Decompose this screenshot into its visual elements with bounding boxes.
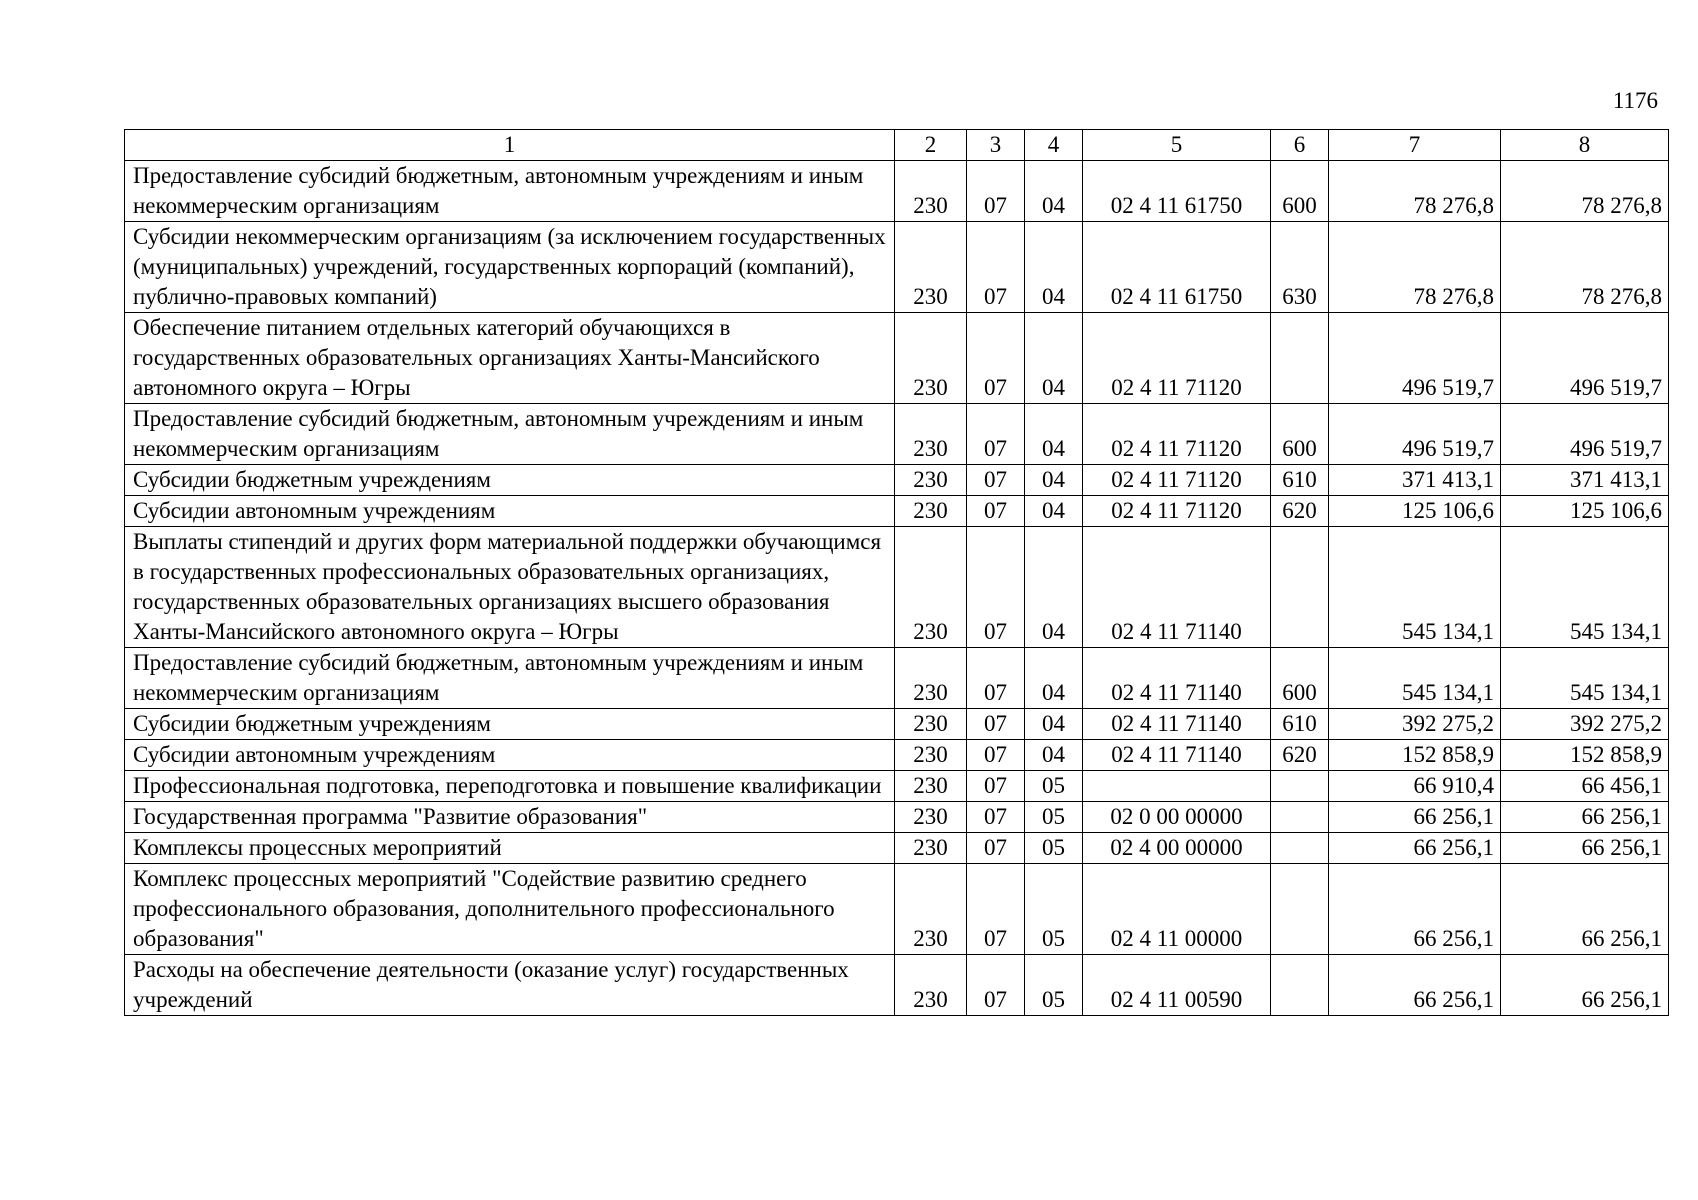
target-article-cell: 02 4 11 71140 [1083, 709, 1271, 740]
ministry-code-cell: 230 [895, 833, 967, 864]
subsection-cell: 05 [1025, 802, 1083, 833]
section-cell: 07 [967, 161, 1025, 222]
table-row [125, 161, 1669, 222]
target-article-cell: 02 4 11 61750 [1083, 222, 1271, 313]
target-article-cell: 02 4 11 71140 [1083, 648, 1271, 709]
column-header: 2 [895, 130, 967, 161]
section-cell: 07 [967, 527, 1025, 648]
ministry-code-cell: 230 [895, 648, 967, 709]
target-article-cell: 02 4 11 71140 [1083, 527, 1271, 648]
section-cell: 07 [967, 771, 1025, 802]
subsection-cell: 04 [1025, 465, 1083, 496]
column-header: 7 [1329, 130, 1501, 161]
table-row [125, 404, 1669, 465]
expense-type-cell: 600 [1271, 648, 1329, 709]
amount-year-2-cell: 496 519,7 [1501, 313, 1669, 404]
expense-type-cell: 630 [1271, 222, 1329, 313]
column-header: 6 [1271, 130, 1329, 161]
subsection-cell: 05 [1025, 955, 1083, 1016]
target-article-cell: 02 0 00 00000 [1083, 802, 1271, 833]
row-name-cell: Выплаты стипендий и других форм материальной поддержки обучающимся в государственных профессиональных образовательных организациях, государственных образовательных организациях высшего образования Ханты-Мансийского автономного округа – Югры [125, 527, 895, 648]
table-row [125, 709, 1669, 740]
expense-type-cell: 610 [1271, 709, 1329, 740]
table-row [125, 771, 1669, 802]
amount-year-2-cell: 78 276,8 [1501, 222, 1669, 313]
target-article-cell: 02 4 11 61750 [1083, 161, 1271, 222]
target-article-cell [1083, 771, 1271, 802]
row-name-cell: Комплекс процессных мероприятий "Содействие развитию среднего профессионального образования, дополнительного профессионального образования" [125, 864, 895, 955]
amount-year-1-cell: 66 256,1 [1329, 864, 1501, 955]
subsection-cell: 05 [1025, 833, 1083, 864]
table-row [125, 802, 1669, 833]
row-name-cell: Субсидии автономным учреждениям [125, 740, 895, 771]
row-name-cell: Предоставление субсидий бюджетным, автономным учреждениям и иным некоммерческим организациям [125, 161, 895, 222]
target-article-cell: 02 4 11 71120 [1083, 465, 1271, 496]
expense-type-cell [1271, 527, 1329, 648]
amount-year-1-cell: 545 134,1 [1329, 648, 1501, 709]
row-name-cell: Комплексы процессных мероприятий [125, 833, 895, 864]
column-header: 5 [1083, 130, 1271, 161]
table-row [125, 465, 1669, 496]
row-name-cell: Субсидии бюджетным учреждениям [125, 709, 895, 740]
table-row [125, 864, 1669, 955]
ministry-code-cell: 230 [895, 313, 967, 404]
amount-year-1-cell: 392 275,2 [1329, 709, 1501, 740]
table-row [125, 222, 1669, 313]
section-cell: 07 [967, 740, 1025, 771]
subsection-cell: 04 [1025, 648, 1083, 709]
subsection-cell: 04 [1025, 740, 1083, 771]
amount-year-2-cell: 392 275,2 [1501, 709, 1669, 740]
amount-year-2-cell: 496 519,7 [1501, 404, 1669, 465]
row-name-cell: Субсидии автономным учреждениям [125, 496, 895, 527]
section-cell: 07 [967, 465, 1025, 496]
amount-year-2-cell: 545 134,1 [1501, 648, 1669, 709]
subsection-cell: 04 [1025, 709, 1083, 740]
expense-type-cell [1271, 955, 1329, 1016]
section-cell: 07 [967, 496, 1025, 527]
table-row [125, 833, 1669, 864]
subsection-cell: 04 [1025, 313, 1083, 404]
expense-type-cell: 600 [1271, 161, 1329, 222]
amount-year-2-cell: 66 256,1 [1501, 833, 1669, 864]
subsection-cell: 04 [1025, 161, 1083, 222]
amount-year-1-cell: 78 276,8 [1329, 222, 1501, 313]
amount-year-2-cell: 66 456,1 [1501, 771, 1669, 802]
ministry-code-cell: 230 [895, 465, 967, 496]
amount-year-2-cell: 66 256,1 [1501, 864, 1669, 955]
section-cell: 07 [967, 709, 1025, 740]
section-cell: 07 [967, 864, 1025, 955]
amount-year-1-cell: 496 519,7 [1329, 404, 1501, 465]
target-article-cell: 02 4 11 71120 [1083, 404, 1271, 465]
ministry-code-cell: 230 [895, 864, 967, 955]
amount-year-1-cell: 545 134,1 [1329, 527, 1501, 648]
target-article-cell: 02 4 11 71120 [1083, 496, 1271, 527]
column-header: 3 [967, 130, 1025, 161]
column-header: 8 [1501, 130, 1669, 161]
ministry-code-cell: 230 [895, 496, 967, 527]
section-cell: 07 [967, 802, 1025, 833]
section-cell: 07 [967, 222, 1025, 313]
amount-year-1-cell: 496 519,7 [1329, 313, 1501, 404]
amount-year-1-cell: 66 256,1 [1329, 955, 1501, 1016]
row-name-cell: Субсидии некоммерческим организациям (за исключением государственных (муниципальных) учреждений, государственных корпораций (компаний), публично-правовых компаний) [125, 222, 895, 313]
amount-year-2-cell: 125 106,6 [1501, 496, 1669, 527]
subsection-cell: 04 [1025, 496, 1083, 527]
subsection-cell: 05 [1025, 771, 1083, 802]
amount-year-1-cell: 125 106,6 [1329, 496, 1501, 527]
amount-year-2-cell: 66 256,1 [1501, 802, 1669, 833]
expense-type-cell: 600 [1271, 404, 1329, 465]
table-row [125, 496, 1669, 527]
amount-year-1-cell: 66 256,1 [1329, 802, 1501, 833]
ministry-code-cell: 230 [895, 527, 967, 648]
table-body [125, 161, 1669, 1016]
row-name-cell: Обеспечение питанием отдельных категорий обучающихся в государственных образовательных организациях Ханты-Мансийского автономного округа – Югры [125, 313, 895, 404]
section-cell: 07 [967, 955, 1025, 1016]
section-cell: 07 [967, 313, 1025, 404]
ministry-code-cell: 230 [895, 222, 967, 313]
row-name-cell: Субсидии бюджетным учреждениям [125, 465, 895, 496]
row-name-cell: Профессиональная подготовка, переподготовка и повышение квалификации [125, 771, 895, 802]
row-name-cell: Расходы на обеспечение деятельности (оказание услуг) государственных учреждений [125, 955, 895, 1016]
target-article-cell: 02 4 11 00000 [1083, 864, 1271, 955]
expense-type-cell: 620 [1271, 496, 1329, 527]
row-name-cell: Предоставление субсидий бюджетным, автономным учреждениям и иным некоммерческим организациям [125, 404, 895, 465]
ministry-code-cell: 230 [895, 740, 967, 771]
subsection-cell: 04 [1025, 222, 1083, 313]
amount-year-2-cell: 152 858,9 [1501, 740, 1669, 771]
table-row [125, 313, 1669, 404]
budget-table [124, 129, 1669, 1016]
target-article-cell: 02 4 11 71120 [1083, 313, 1271, 404]
amount-year-1-cell: 66 256,1 [1329, 833, 1501, 864]
target-article-cell: 02 4 11 71140 [1083, 740, 1271, 771]
amount-year-2-cell: 78 276,8 [1501, 161, 1669, 222]
ministry-code-cell: 230 [895, 161, 967, 222]
amount-year-1-cell: 371 413,1 [1329, 465, 1501, 496]
column-header: 4 [1025, 130, 1083, 161]
amount-year-1-cell: 152 858,9 [1329, 740, 1501, 771]
table-header-row [125, 130, 1669, 161]
expense-type-cell: 610 [1271, 465, 1329, 496]
section-cell: 07 [967, 648, 1025, 709]
table-row [125, 527, 1669, 648]
amount-year-2-cell: 545 134,1 [1501, 527, 1669, 648]
subsection-cell: 04 [1025, 527, 1083, 648]
row-name-cell: Государственная программа "Развитие образования" [125, 802, 895, 833]
column-header: 1 [125, 130, 895, 161]
expense-type-cell [1271, 771, 1329, 802]
ministry-code-cell: 230 [895, 771, 967, 802]
amount-year-1-cell: 66 910,4 [1329, 771, 1501, 802]
table-row [125, 955, 1669, 1016]
section-cell: 07 [967, 833, 1025, 864]
ministry-code-cell: 230 [895, 404, 967, 465]
page-number: 1176 [1612, 88, 1658, 113]
amount-year-2-cell: 371 413,1 [1501, 465, 1669, 496]
subsection-cell: 05 [1025, 864, 1083, 955]
ministry-code-cell: 230 [895, 802, 967, 833]
expense-type-cell [1271, 833, 1329, 864]
expense-type-cell [1271, 313, 1329, 404]
amount-year-2-cell: 66 256,1 [1501, 955, 1669, 1016]
target-article-cell: 02 4 11 00590 [1083, 955, 1271, 1016]
target-article-cell: 02 4 00 00000 [1083, 833, 1271, 864]
ministry-code-cell: 230 [895, 955, 967, 1016]
subsection-cell: 04 [1025, 404, 1083, 465]
expense-type-cell [1271, 864, 1329, 955]
ministry-code-cell: 230 [895, 709, 967, 740]
expense-type-cell: 620 [1271, 740, 1329, 771]
row-name-cell: Предоставление субсидий бюджетным, автономным учреждениям и иным некоммерческим организациям [125, 648, 895, 709]
table-row [125, 740, 1669, 771]
expense-type-cell [1271, 802, 1329, 833]
section-cell: 07 [967, 404, 1025, 465]
table-row [125, 648, 1669, 709]
amount-year-1-cell: 78 276,8 [1329, 161, 1501, 222]
